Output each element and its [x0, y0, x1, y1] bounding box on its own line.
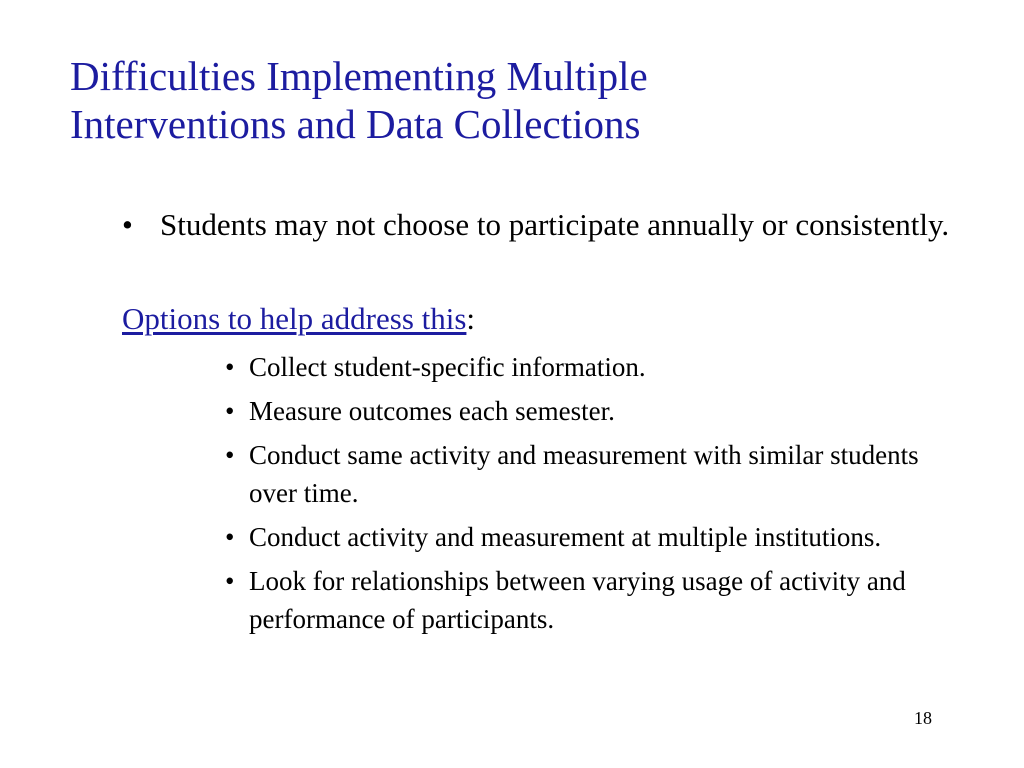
- sub-bullet-item: [225, 436, 925, 512]
- sub-bullet-text: Conduct same activity and measurement with similar students over time.: [249, 440, 919, 508]
- slide-title-line-1: Difficulties Implementing Multiple: [70, 53, 648, 99]
- slide-title-line-2: Interventions and Data Collections: [70, 101, 641, 147]
- sub-bullet-text: Collect student-specific information.: [249, 352, 646, 382]
- sub-bullet-item: [225, 392, 925, 430]
- options-suffix: :: [466, 301, 476, 336]
- slide-title: [70, 52, 970, 148]
- bullet-icon: •: [225, 566, 235, 596]
- main-bullet-text: Students may not choose to participate annually or consistently.: [160, 207, 950, 242]
- sub-bullet-text: Look for relationships between varying usage of activity and performance of participants.: [249, 566, 906, 634]
- sub-bullet-item: [225, 518, 925, 556]
- options-heading: [122, 299, 475, 339]
- sub-bullet-text: Conduct activity and measurement at multiple institutions.: [249, 522, 882, 552]
- page-number: 18: [914, 708, 932, 728]
- sub-bullet-item: [225, 562, 925, 638]
- sub-bullet-item: [225, 348, 925, 386]
- sub-bullet-text: Measure outcomes each semester.: [249, 396, 615, 426]
- sub-bullet-list: [225, 348, 925, 644]
- main-bullet-list: [122, 205, 992, 245]
- options-link[interactable]: Options to help address this: [122, 301, 467, 336]
- bullet-icon: •: [225, 440, 235, 470]
- bullet-icon: •: [225, 522, 235, 552]
- bullet-icon: •: [225, 352, 235, 382]
- main-bullet-item: [122, 205, 992, 245]
- bullet-icon: •: [225, 396, 235, 426]
- bullet-icon: •: [122, 207, 133, 242]
